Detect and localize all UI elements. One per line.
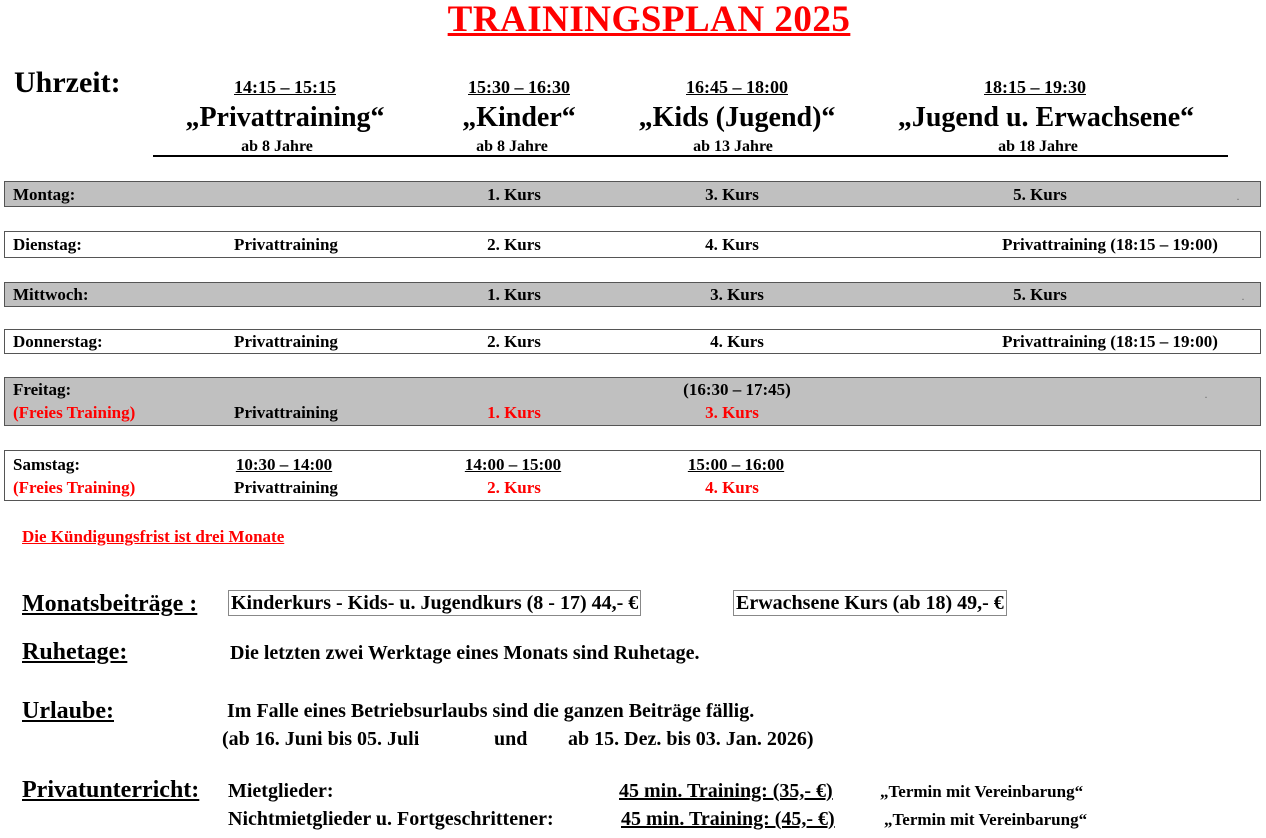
row-montag — [4, 181, 1261, 207]
dot-mark: . — [1237, 193, 1239, 202]
nonmember-price: 45 min. Training: (45,- €) — [621, 808, 835, 830]
time-col-3: 16:45 – 18:00 — [686, 77, 788, 97]
vacation-text: Im Falle eines Betriebsurlaubs sind die ganzen Beiträge fällig. — [227, 700, 755, 722]
time-kids: 15:00 – 16:00 — [687, 455, 785, 474]
fees-label: Monatsbeiträge : — [22, 591, 198, 617]
cell-erwachsene: 5. Kurs — [1013, 185, 1067, 204]
cell-privat: Privattraining — [234, 403, 338, 422]
header-divider — [153, 155, 1228, 157]
vacation-period-1: (ab 16. Juni bis 05. Juli — [222, 728, 420, 750]
row-mittwoch — [4, 282, 1261, 307]
cell-kinder: 1. Kurs — [487, 185, 541, 204]
cell-kinder: 2. Kurs — [487, 332, 541, 351]
cell-kids: 4. Kurs — [705, 235, 759, 254]
day-label: Freitag: — [13, 380, 72, 399]
rest-text: Die letzten zwei Werktage eines Monats sind Ruhetage. — [230, 642, 700, 664]
cell-kinder: 1. Kurs — [487, 285, 541, 304]
age-col-1: ab 8 Jahre — [241, 138, 313, 155]
dot-mark: . — [1242, 293, 1244, 302]
cell-kinder: 2. Kurs — [487, 478, 541, 497]
cell-erwachsene: Privattraining (18:15 – 19:00) — [1002, 235, 1218, 254]
cell-privat: Privattraining — [234, 332, 338, 351]
day-label: Montag: — [13, 185, 76, 204]
time-label: Uhrzeit: — [14, 66, 121, 99]
day-label: Samstag: — [13, 455, 81, 474]
cell-privat: Privattraining — [234, 235, 338, 254]
rest-label: Ruhetage: — [22, 639, 128, 665]
nonmember-note: „Termin mit Vereinbarung“ — [884, 810, 1088, 829]
time-col-1: 14:15 – 15:15 — [234, 77, 336, 97]
day-label: Donnerstag: — [13, 332, 103, 351]
fee-kids-box: Kinderkurs - Kids- u. Jugendkurs (8 - 17) 44,- € — [228, 590, 641, 616]
private-label: Privatunterricht: — [22, 777, 200, 803]
cancellation-notice: Die Kündigungsfrist ist drei Monate — [22, 527, 285, 546]
age-col-2: ab 8 Jahre — [476, 138, 548, 155]
fee-adults-box: Erwachsene Kurs (ab 18) 49,- € — [733, 590, 1007, 616]
time-privat: 10:30 – 14:00 — [235, 455, 333, 474]
page-title: TRAININGSPLAN 2025 — [447, 0, 851, 40]
time-kinder: 14:00 – 15:00 — [464, 455, 562, 474]
cell-kids: 3. Kurs — [710, 285, 764, 304]
cell-kids: 3. Kurs — [705, 185, 759, 204]
row-dienstag — [4, 231, 1261, 258]
row-samstag — [4, 450, 1261, 501]
nonmember-label: Nichtmietglieder u. Fortgeschrittener: — [228, 808, 554, 830]
day-label: Dienstag: — [13, 235, 82, 254]
day-label: Mittwoch: — [13, 285, 89, 304]
member-label: Mietglieder: — [228, 780, 334, 802]
time-col-2: 15:30 – 16:30 — [468, 77, 570, 97]
group-col-3: „Kids (Jugend)“ — [638, 102, 836, 133]
cell-kids: 4. Kurs — [705, 478, 759, 497]
cell-erwachsene: 5. Kurs — [1013, 285, 1067, 304]
vacation-period-2: ab 15. Dez. bis 03. Jan. 2026) — [568, 728, 814, 750]
cell-erwachsene: Privattraining (18:15 – 19:00) — [1002, 332, 1218, 351]
dot-mark: . — [1205, 391, 1207, 400]
cell-kinder: 2. Kurs — [487, 235, 541, 254]
cell-privat: Privattraining — [234, 478, 338, 497]
cell-kids: 3. Kurs — [705, 403, 759, 422]
cell-kids: 4. Kurs — [710, 332, 764, 351]
cell-time: (16:30 – 17:45) — [683, 380, 791, 399]
age-col-3: ab 13 Jahre — [693, 138, 773, 155]
vacation-period-and: und — [494, 728, 528, 750]
group-col-2: „Kinder“ — [462, 102, 576, 133]
cell-kinder: 1. Kurs — [487, 403, 541, 422]
age-col-4: ab 18 Jahre — [998, 138, 1078, 155]
row-freitag — [4, 377, 1261, 426]
member-price: 45 min. Training: (35,- €) — [619, 780, 833, 802]
row-donnerstag — [4, 329, 1261, 354]
member-note: „Termin mit Vereinbarung“ — [880, 782, 1084, 801]
free-training-note: (Freies Training) — [13, 478, 136, 497]
group-col-1: „Privattraining“ — [185, 102, 385, 133]
group-col-4: „Jugend u. Erwachsene“ — [897, 102, 1195, 133]
time-col-4: 18:15 – 19:30 — [984, 77, 1086, 97]
free-training-note: (Freies Training) — [13, 403, 136, 422]
vacation-label: Urlaube: — [22, 698, 114, 724]
